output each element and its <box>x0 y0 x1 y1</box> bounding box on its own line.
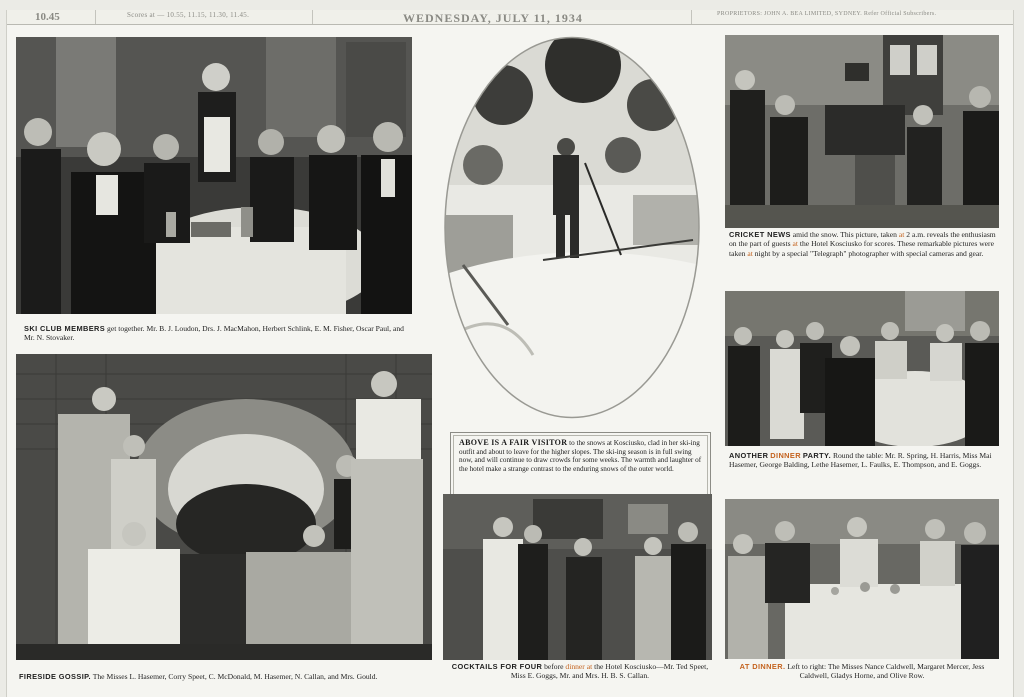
photo-fireside <box>16 354 432 660</box>
photo-skier <box>443 35 701 420</box>
caption-another-dinner <box>729 451 997 470</box>
caption-fireside-lead: FIRESIDE GOSSIP. <box>19 672 91 681</box>
caption-ski-club <box>24 324 409 343</box>
caption-visitor-text: to the snows at Kosciusko, clad in her ski-ing outfit and about to leave for the higher slopes. The ski-ing season is in full swing now, and will continue to draw crowds for some weeks. The warmth and laughter of the hotel make a strange contrast to the enduring snows of the outer world. <box>459 439 702 473</box>
masthead-divider <box>95 10 96 24</box>
caption-fireside-text: The Misses L. Hasemer, Corry Speet, C. McDonald, M. Hasemer, N. Callan, and Mrs. Gould. <box>92 672 378 681</box>
masthead-strip <box>7 10 1013 25</box>
caption-ski-club-text: get together. Mr. B. J. Loudon, Drs. J. MacMahon, Herbert Schlink, E. M. Fisher, Oscar Paul, and Mr. N. Stovaker. <box>24 324 404 343</box>
caption-cocktails-text-pre: before <box>544 662 564 671</box>
caption-cricket-highlight-3: at <box>747 248 753 258</box>
caption-cocktails-text-post: the Hotel Kosciusko—Mr. Ted Speet, Miss E. Goggs, Mr. and Mrs. H. B. S. Callan. <box>510 662 709 681</box>
masthead-time: 10.45 <box>35 11 60 23</box>
masthead-scores: Scores at — 10.55, 11.15, 11.30, 11.45. <box>127 11 250 19</box>
caption-cricket-highlight-2: at <box>792 239 798 249</box>
caption-cricket-lead: CRICKET NEWS <box>729 230 791 239</box>
caption-cocktails-highlight: dinner <box>565 662 585 671</box>
caption-cricket-highlight-1: at <box>898 230 905 239</box>
caption-at-dinner-lead: AT DINNER. <box>739 662 786 671</box>
caption-another-dinner-lead-highlight: DINNER <box>770 451 801 460</box>
caption-another-dinner-lead-1: ANOTHER <box>729 451 769 460</box>
caption-cricket <box>729 230 997 258</box>
masthead-divider <box>691 10 692 24</box>
masthead-date: WEDNESDAY, JULY 11, 1934 <box>403 11 583 25</box>
caption-box-visitor <box>450 432 711 500</box>
caption-visitor-lead: ABOVE IS A FAIR VISITOR <box>459 438 568 447</box>
caption-cricket-text-3: the Hotel Kosciusko for scores. These remarkable pictures were taken <box>729 239 994 258</box>
caption-fireside <box>19 672 434 681</box>
photo-cocktails <box>443 494 712 660</box>
caption-another-dinner-lead-2: PARTY. <box>802 451 832 460</box>
caption-cocktails-text-mid: at <box>586 662 593 671</box>
newspaper-page <box>6 10 1014 697</box>
masthead-divider <box>312 10 313 24</box>
photo-at-dinner <box>725 499 999 659</box>
caption-box-visitor-inner <box>453 435 708 497</box>
caption-cricket-text-1: amid the snow. This picture, taken <box>792 230 897 239</box>
photo-another-dinner <box>725 291 999 446</box>
caption-ski-club-lead: SKI CLUB MEMBERS <box>24 324 106 333</box>
caption-cricket-text-2: 2 a.m. reveals the enthusiasm on the part of guests <box>729 230 996 249</box>
caption-at-dinner <box>727 662 997 681</box>
caption-at-dinner-text: Left to right: The Misses Nance Caldwell, Margaret Mercer, Jess Caldwell, Gladys Horne, and Olive Row. <box>787 662 985 681</box>
caption-another-dinner-text: Round the table: Mr. R. Spring, H. Harris, Miss Mai Hasemer, George Balding, Lethe Hasemer, L. Faulks, E. Thompson, and E. Goggs. <box>729 451 992 470</box>
photo-ski-club <box>16 37 412 314</box>
caption-cocktails-lead: COCKTAILS FOR FOUR <box>451 662 543 671</box>
masthead-proprietors: PROPRIETORS: JOHN A. BEA LIMITED, SYDNEY. Refer Official Subscribers. <box>717 11 937 17</box>
photo-cricket-news <box>725 35 999 228</box>
caption-cricket-text-4: night by a special "Telegraph" photographer with special cameras and gear. <box>754 248 984 258</box>
caption-cocktails <box>445 662 715 681</box>
